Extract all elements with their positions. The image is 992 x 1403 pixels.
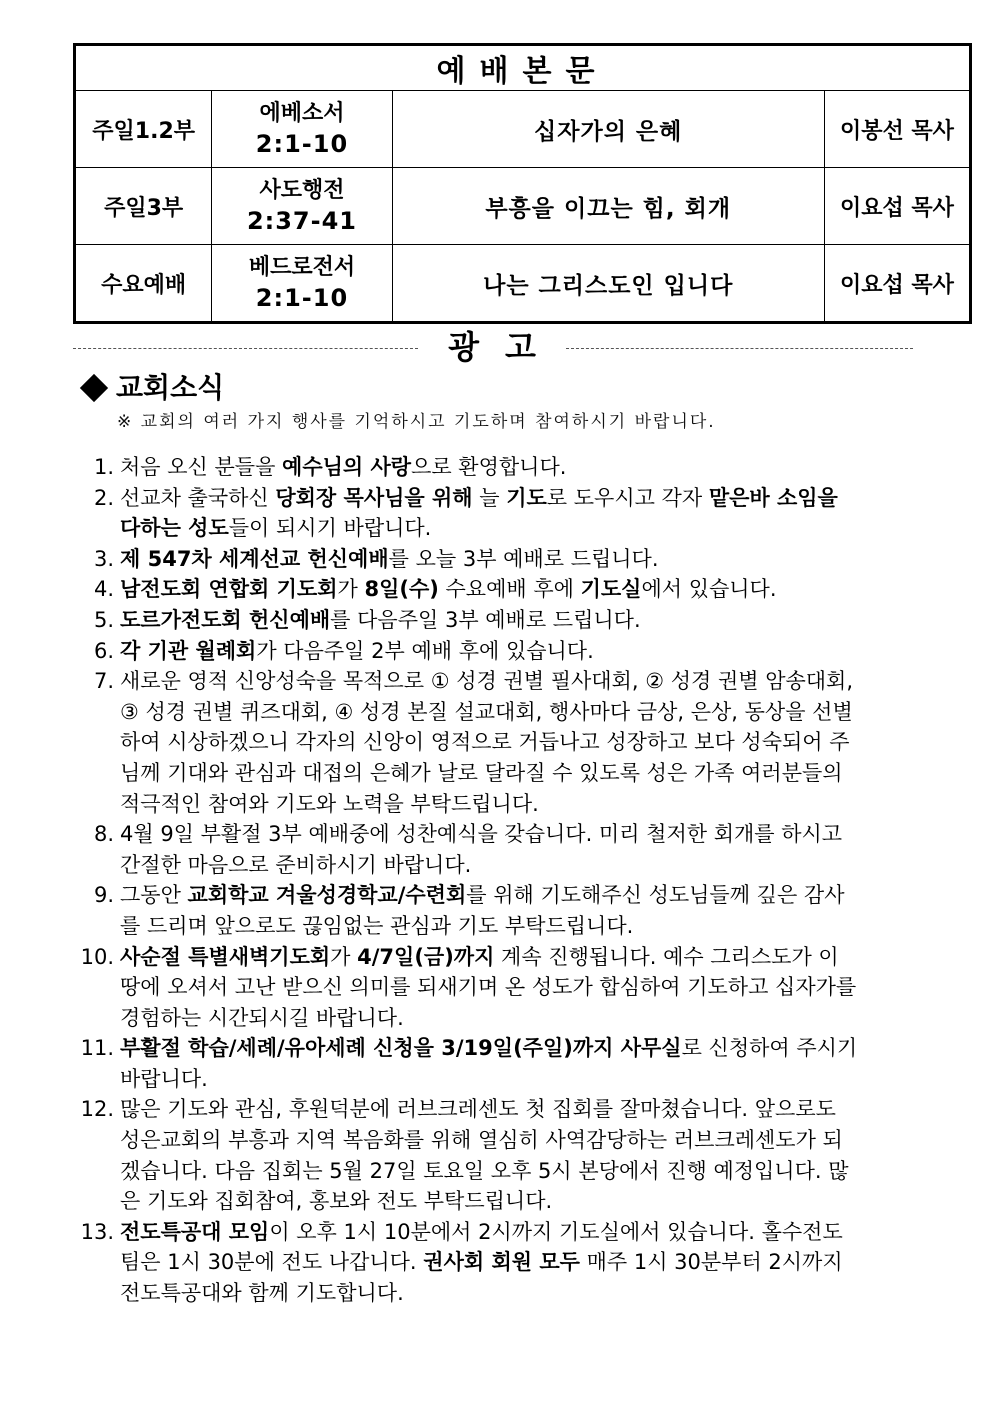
announcement-text: 그동안 bbox=[120, 883, 188, 908]
announcement-text: 처음 오신 분들을 bbox=[120, 455, 283, 479]
announcement-emphasis: 제 547차 세계선교 헌신예배 bbox=[120, 546, 389, 571]
announcement-emphasis: 사순절 특별새벽기도회 bbox=[120, 944, 331, 969]
announcement-text: 새로운 영적 신앙성숙을 목적으로 ① 성경 권별 필사대회, ② 성경 권별 암송대회, ③ 성경 권별 퀴즈대회, ④ 성경 본질 설교대회, 행사마다 금상, 은상, 동상을 선별하여 시상하겠으니 각자의 신앙이 영적으로 거듭나고 성장하고 보다 성숙되어 주님께 기대와 관심과 대접의 은혜가 날로 달라질 수 있도록 성은 가족 여러분들의 적극적인 참여와 기도와 노력을 부탁드립니다. bbox=[120, 669, 854, 816]
announcement-list bbox=[70, 452, 860, 1309]
diamond-bullet-icon bbox=[80, 374, 108, 402]
announcement-number: 6. bbox=[93, 638, 114, 663]
announcement-text: 매주 1시 30분부터 2시까지 전도특공대와 함께 기도합니다. bbox=[120, 1250, 843, 1306]
scripture-reference bbox=[212, 168, 392, 245]
announcement-item bbox=[70, 942, 860, 1034]
announcement-item bbox=[70, 452, 860, 483]
announcement-item bbox=[70, 605, 860, 636]
announcement-text: 를 오늘 3부 예배로 드립니다. bbox=[388, 546, 659, 571]
announcement-number: 13. bbox=[80, 1219, 114, 1244]
announcement-text: 계속 진행됩니다. 예수 그리스도가 이 땅에 오셔서 고난 받으신 의미를 되새기며 온 성도가 합심하여 기도하고 십자가를 경험하는 시간되시길 바랍니다. bbox=[120, 944, 857, 1030]
announcement-emphasis: 맡은바 소임을 다하는 성도 bbox=[120, 485, 838, 541]
announcements-title: 광고 bbox=[448, 328, 562, 366]
announcement-number: 1. bbox=[93, 455, 114, 479]
announcement-text: 늘 bbox=[472, 485, 507, 510]
announcement-emphasis: 기도실 bbox=[580, 577, 642, 602]
scripture-verse: 2:1-10 bbox=[255, 284, 349, 312]
dashed-divider bbox=[73, 348, 418, 349]
announcement-text: 으로 환영합니다. bbox=[411, 455, 567, 479]
announcement-text: 4월 9일 부활절 3부 예배중에 성찬예식을 갖습니다. 미리 철저한 회개를 하시고 간절한 마음으로 준비하시기 바랍니다. bbox=[120, 822, 843, 877]
announcement-text: 가 다음주일 2부 예배 후에 있습니다. bbox=[256, 638, 594, 663]
announcement-text: 가 bbox=[330, 944, 358, 969]
announcement-number: 5. bbox=[93, 607, 114, 632]
announcement-number: 11. bbox=[80, 1036, 114, 1061]
scripture-book: 에베소서 bbox=[259, 101, 345, 126]
scripture-reference bbox=[212, 245, 392, 323]
sermon-title: 십자가의 은혜 bbox=[392, 91, 824, 168]
announcement-item bbox=[70, 819, 860, 880]
announcement-number: 8. bbox=[93, 822, 114, 847]
service-name: 수요예배 bbox=[75, 245, 212, 323]
announcement-emphasis: 남전도회 연합회 기도회 bbox=[120, 577, 338, 602]
announcement-emphasis: 부활절 학습/세례/유아세례 신청을 3/19일(주일)까지 사무실 bbox=[120, 1036, 682, 1061]
church-news-heading bbox=[78, 366, 224, 406]
announcement-number: 4. bbox=[93, 577, 114, 602]
announcement-text: 선교차 출국하신 bbox=[120, 485, 276, 510]
announcement-emphasis: 기도 bbox=[506, 485, 547, 510]
announcement-emphasis: 각 기관 월례회 bbox=[120, 638, 257, 663]
announcement-item bbox=[70, 544, 860, 575]
announcement-emphasis: 예수님의 사랑 bbox=[282, 455, 412, 479]
service-name: 주일3부 bbox=[75, 168, 212, 245]
announcement-item bbox=[70, 636, 860, 667]
announcement-emphasis: 전도특공대 모임 bbox=[120, 1219, 270, 1244]
announcement-item bbox=[70, 880, 860, 941]
dashed-divider bbox=[566, 348, 913, 349]
announcement-emphasis: 도르가전도회 헌신예배 bbox=[120, 607, 331, 632]
worship-row bbox=[75, 91, 971, 168]
preacher-name: 이봉선 목사 bbox=[824, 91, 970, 168]
announcement-item bbox=[70, 1217, 860, 1309]
announcement-text: 로 도우시고 각자 bbox=[546, 485, 709, 510]
announcement-emphasis: 교회학교 겨울성경학교/수련회 bbox=[187, 883, 467, 908]
scripture-verse: 2:37-41 bbox=[246, 207, 357, 235]
announcement-item bbox=[70, 483, 860, 544]
announcement-item bbox=[70, 666, 860, 819]
sermon-title: 나는 그리스도인 입니다 bbox=[392, 245, 824, 323]
worship-table-header: 예배본문 bbox=[75, 45, 971, 91]
announcement-text: 가 bbox=[337, 577, 365, 602]
announcement-emphasis: 권사회 회원 모두 bbox=[423, 1250, 580, 1275]
church-news-note: ※ 교회의 여러 가지 행사를 기억하시고 기도하며 참여하시기 바랍니다. bbox=[117, 412, 716, 432]
announcement-number: 7. bbox=[93, 669, 114, 694]
announcement-emphasis: 당회장 목사님을 위해 bbox=[275, 485, 473, 510]
worship-row bbox=[75, 245, 971, 323]
church-news-title: 교회소식 bbox=[116, 371, 225, 404]
announcement-text: 로 신청하여 주시기 바랍니다. bbox=[120, 1036, 858, 1091]
worship-row bbox=[75, 168, 971, 245]
announcement-item bbox=[70, 1033, 860, 1094]
announcement-number: 2. bbox=[93, 485, 114, 510]
announcement-text: 에서 있습니다. bbox=[641, 577, 777, 602]
sermon-title: 부흥을 이끄는 힘, 회개 bbox=[392, 168, 824, 245]
announcement-number: 3. bbox=[93, 546, 114, 571]
scripture-book: 사도행전 bbox=[259, 178, 345, 203]
scripture-book: 베드로전서 bbox=[248, 255, 356, 280]
announcements-header bbox=[73, 322, 913, 366]
announcement-text: 를 다음주일 3부 예배로 드립니다. bbox=[330, 607, 641, 632]
announcement-text: 를 위해 기도해주신 성도님들께 깊은 감사를 드리며 앞으로도 끊임없는 관심과 기도 부탁드립니다. bbox=[120, 883, 845, 938]
announcement-text: 들이 되시기 바랍니다. bbox=[228, 516, 432, 541]
announcement-number: 12. bbox=[80, 1097, 114, 1122]
announcement-item bbox=[70, 574, 860, 605]
announcement-text: 수요예배 후에 bbox=[438, 577, 581, 602]
scripture-verse: 2:1-10 bbox=[255, 130, 349, 158]
announcement-text: 이 오후 1시 10분에서 2시까지 기도실에서 있습니다. 홀수전도팀은 1시 30분에 전도 나갑니다. bbox=[120, 1219, 843, 1275]
worship-table bbox=[73, 43, 972, 324]
service-name: 주일1.2부 bbox=[75, 91, 212, 168]
announcement-emphasis: 4/7일(금)까지 bbox=[357, 944, 495, 969]
announcement-number: 9. bbox=[93, 883, 114, 908]
preacher-name: 이요섭 목사 bbox=[824, 245, 970, 323]
scripture-reference bbox=[212, 91, 392, 168]
announcement-text: 많은 기도와 관심, 후원덕분에 러브크레센도 첫 집회를 잘마쳤습니다. 앞으로도 성은교회의 부흥과 지역 복음화를 위해 열심히 사역감당하는 러브크레센도가 되겠습니다. 다음 집회는 5월 27일 토요일 오후 5시 본당에서 진행 예정입니다. 많은 기도와 집회참여, 홍보와 전도 부탁드립니다. bbox=[120, 1097, 849, 1214]
announcement-emphasis: 8일(수) bbox=[364, 577, 439, 602]
preacher-name: 이요섭 목사 bbox=[824, 168, 970, 245]
announcement-number: 10. bbox=[80, 944, 114, 969]
announcement-item bbox=[70, 1094, 860, 1216]
